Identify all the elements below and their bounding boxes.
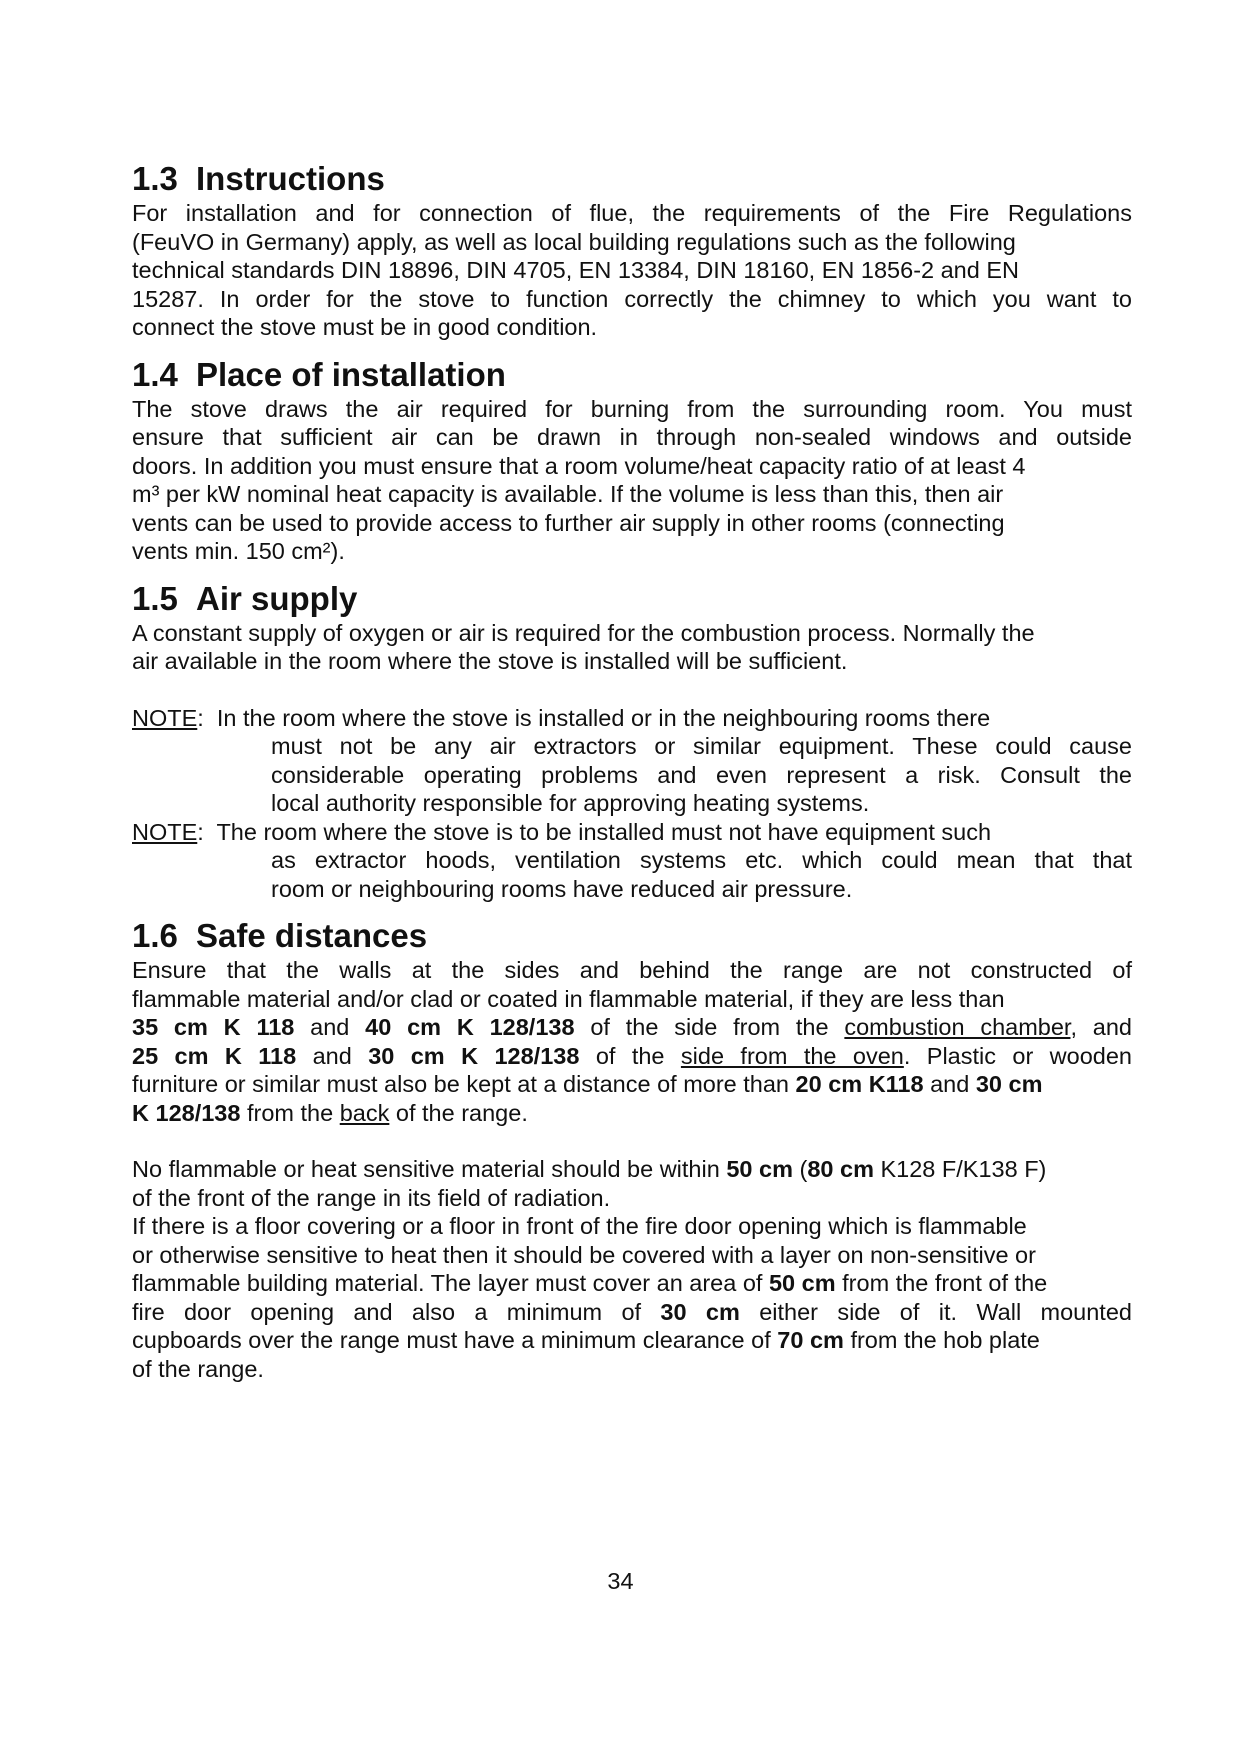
text: . Plastic or wooden — [903, 1042, 1133, 1069]
underlined-text: side from the oven — [680, 1042, 904, 1069]
spacer — [132, 1127, 1132, 1155]
section-instructions — [132, 160, 1132, 342]
section-number: 1.3 — [132, 160, 178, 197]
text-line — [132, 1070, 1132, 1099]
text: of the — [579, 1042, 681, 1069]
section-number: 1.4 — [132, 355, 178, 393]
note-line: must not be any air extractors or similar equipment. These could cause — [271, 733, 1132, 759]
text-line — [132, 1099, 1132, 1128]
text-line: ensure that sufficient air can be drawn in through non-sealed windows and outside — [132, 424, 1132, 450]
paragraph — [132, 395, 1132, 566]
text-line — [132, 1298, 1132, 1327]
spacer — [132, 676, 1132, 704]
text: of the side from the — [574, 1014, 845, 1040]
note-first-line: NOTE: In the room where the stove is installed or in the neighbouring rooms there — [132, 704, 991, 731]
text: cupboards over the range must have a minimum clearance of — [132, 1327, 778, 1353]
section-number: 1.5 — [132, 579, 178, 617]
section-heading — [132, 917, 1132, 955]
bold-text: 40 cm K 128/138 — [365, 1014, 575, 1040]
text: from the — [240, 1099, 340, 1126]
section-title: Air supply — [196, 579, 358, 617]
bold-text: 20 cm K118 — [795, 1071, 924, 1097]
text: ( — [792, 1156, 808, 1182]
text: from the hob plate — [843, 1327, 1040, 1353]
section-heading — [132, 160, 1132, 198]
text-line: vents can be used to provide access to further air supply in other rooms (connecting — [132, 509, 1005, 536]
text-line — [132, 1042, 1132, 1071]
text-line: connect the stove must be in good condition. — [132, 314, 598, 340]
section-title: Safe distances — [196, 917, 428, 954]
bold-text: 30 cm — [660, 1298, 740, 1325]
text: fire door opening and also a minimum of — [132, 1298, 661, 1325]
note-line: considerable operating problems and even represent a risk. Consult the — [271, 761, 1132, 788]
text-line: flammable material and/or clad or coated in flammable material, if they are less than — [132, 985, 1005, 1012]
text-line — [132, 1326, 1132, 1355]
text: No flammable or heat sensitive material should be within — [132, 1156, 727, 1182]
section-title: Place of installation — [196, 355, 506, 393]
bold-text: 25 cm K 118 — [132, 1042, 297, 1069]
note-line: local authority responsible for approving heating systems. — [271, 790, 870, 816]
section-safe-distances — [132, 917, 1132, 1383]
section-heading — [132, 580, 1132, 618]
text-line: or otherwise sensitive to heat then it should be covered with a layer on non-sensitive or — [132, 1241, 1036, 1268]
section-number: 1.6 — [132, 917, 178, 954]
text: , and — [1070, 1014, 1132, 1040]
bold-text: K 128/138 — [132, 1099, 241, 1126]
section-title: Instructions — [196, 160, 385, 197]
paragraph — [132, 619, 1132, 676]
text: of the range. — [389, 1099, 528, 1126]
note-text: In the room where the stove is installed or in the neighbouring rooms there — [216, 704, 991, 731]
text: either side of it. Wall mounted — [739, 1298, 1132, 1325]
text-line: vents min. 150 cm²). — [132, 538, 345, 564]
document-page — [132, 160, 1132, 1397]
paragraph — [132, 1155, 1132, 1383]
text-line: If there is a floor covering or a floor in front of the fire door opening which is flammable — [132, 1213, 1027, 1239]
note-label: NOTE — [132, 818, 198, 845]
underlined-text: back — [339, 1099, 390, 1126]
text: K128 F/K138 F) — [873, 1156, 1047, 1182]
text-line — [132, 1013, 1132, 1042]
note-text: The room where the stove is to be installed must not have equipment such — [216, 818, 992, 845]
bold-text: 50 cm — [768, 1270, 836, 1296]
note-first-line: NOTE: The room where the stove is to be installed must not have equipment such — [132, 818, 992, 845]
text: from the front of the — [835, 1270, 1048, 1296]
note-block — [132, 818, 1132, 904]
bold-text: 35 cm K 118 — [132, 1014, 295, 1040]
text-line: Ensure that the walls at the sides and behind the range are not constructed of — [132, 957, 1132, 983]
text-line — [132, 1155, 1132, 1184]
bold-text: 70 cm — [777, 1327, 844, 1353]
text: flammable building material. The layer must cover an area of — [132, 1270, 769, 1296]
note-label: NOTE — [132, 704, 198, 731]
bold-text: 30 cm K 128/138 — [368, 1042, 580, 1069]
text-line: technical standards DIN 18896, DIN 4705, EN 13384, DIN 18160, EN 1856-2 and EN — [132, 257, 1019, 283]
note-line: as extractor hoods, ventilation systems etc. which could mean that that — [271, 847, 1132, 873]
text-line: m³ per kW nominal heat capacity is available. If the volume is less than this, then air — [132, 481, 1004, 507]
text-line: of the front of the range in its field of radiation. — [132, 1184, 611, 1211]
section-heading — [132, 356, 1132, 394]
text: and — [923, 1071, 976, 1097]
paragraph — [132, 956, 1132, 1127]
text-line — [132, 1269, 1132, 1298]
bold-text: 30 cm — [975, 1071, 1043, 1097]
underlined-text: combustion chamber — [844, 1014, 1071, 1040]
text-line: The stove draws the air required for burning from the surrounding room. You must — [132, 395, 1132, 422]
note-block — [132, 704, 1132, 818]
paragraph — [132, 199, 1132, 342]
text-line: air available in the room where the stove is installed will be sufficient. — [132, 648, 848, 674]
text: furniture or similar must also be kept at a distance of more than — [132, 1071, 796, 1097]
section-air-supply — [132, 580, 1132, 904]
page-number: 34 — [607, 1568, 634, 1594]
text-line: A constant supply of oxygen or air is required for the combustion process. Normally the — [132, 619, 1035, 646]
text-line: of the range. — [132, 1355, 264, 1382]
text-line: 15287. In order for the stove to function correctly the chimney to which you want to — [132, 285, 1132, 312]
text: and — [294, 1014, 366, 1040]
text-line: (FeuVO in Germany) apply, as well as local building regulations such as the following — [132, 228, 1016, 255]
note-line: room or neighbouring rooms have reduced air pressure. — [271, 875, 853, 902]
bold-text: 50 cm — [726, 1156, 793, 1182]
text: and — [296, 1042, 369, 1069]
text-line: doors. In addition you must ensure that a room volume/heat capacity ratio of at least 4 — [132, 452, 1026, 479]
text-line: For installation and for connection of flue, the requirements of the Fire Regulations — [132, 200, 1132, 226]
bold-text: 80 cm — [807, 1156, 874, 1182]
section-place-of-installation — [132, 356, 1132, 566]
